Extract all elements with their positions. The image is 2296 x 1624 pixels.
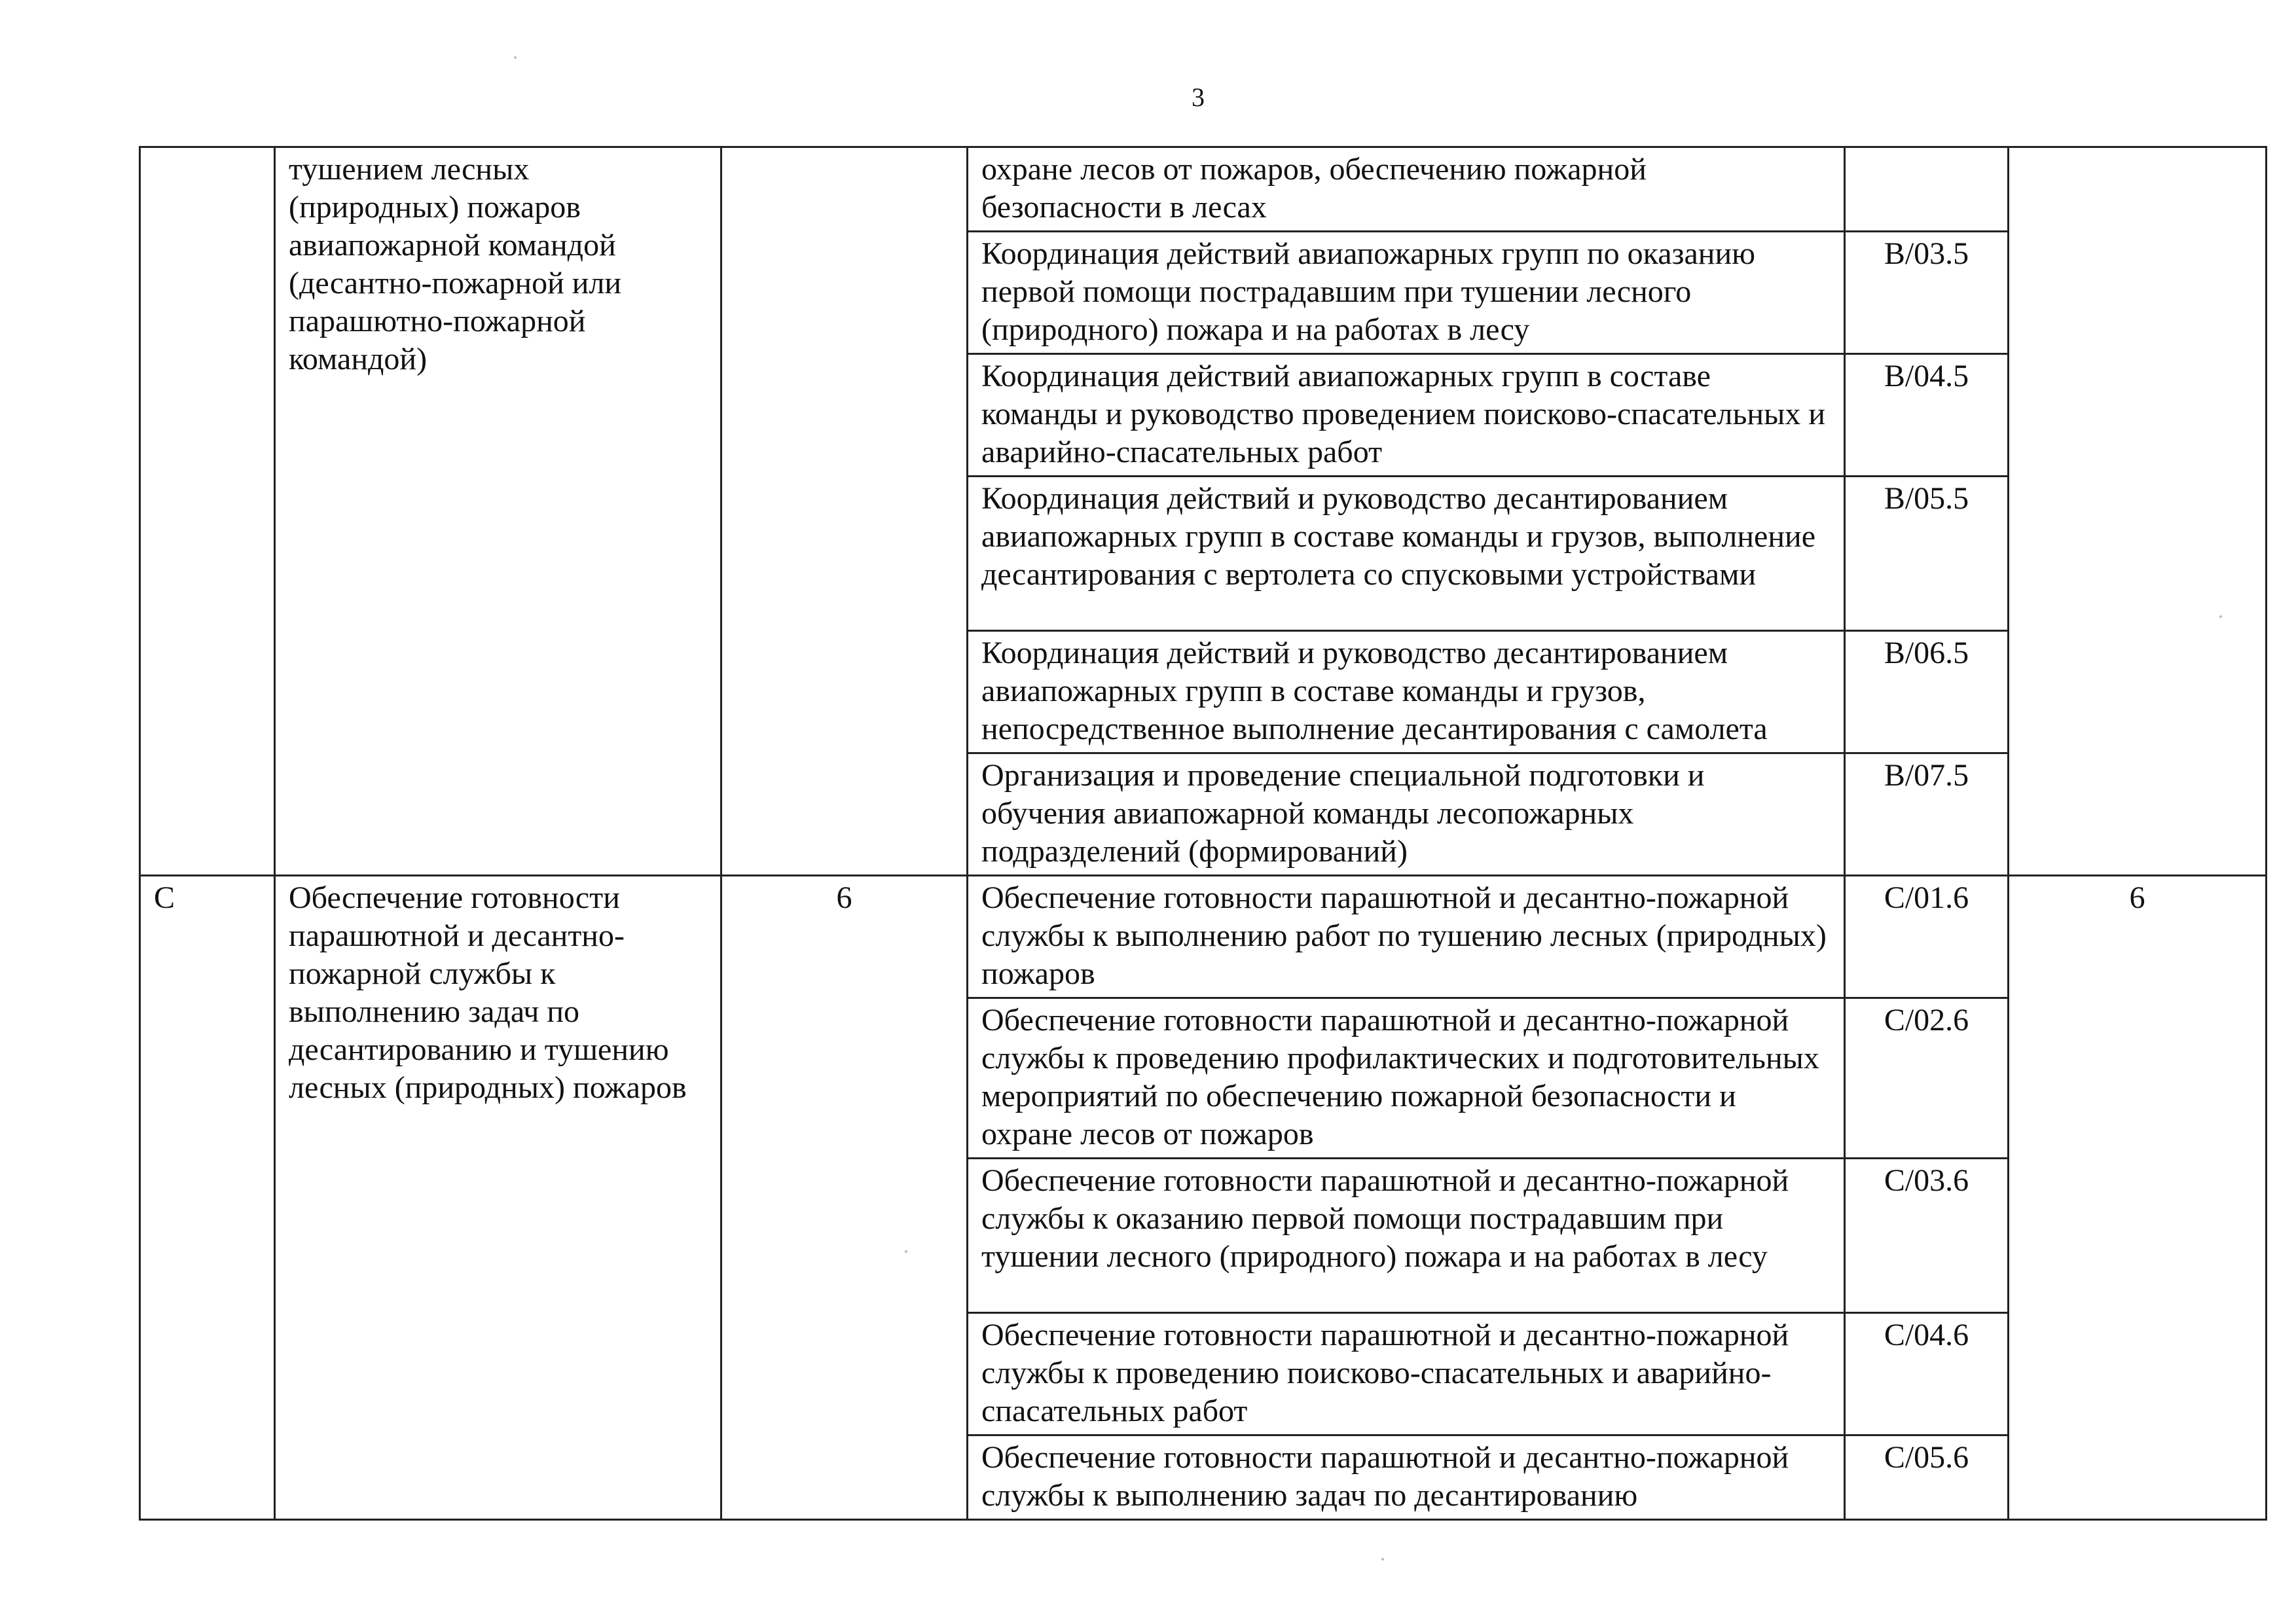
function-name-cell: Обеспечение готовности парашютной и десантно-пожарной службы к выполнению задач по десантированию (968, 1435, 1845, 1520)
function-name-cell: Координация действий авиапожарных групп в составе команды и руководство проведением поисково-спасательных и аварийно-спасательных работ (968, 354, 1845, 477)
function-code-cell: C/04.6 (1845, 1313, 2009, 1435)
function-name-cell: Организация и проведение специальной подготовки и обучения авиапожарной команды лесопожарных подразделений (формирований) (968, 753, 1845, 876)
function-code-cell: B/05.5 (1845, 477, 2009, 631)
function-name-cell: Обеспечение готовности парашютной и десантно-пожарной службы к выполнению работ по тушению лесных (природных) пожаров (968, 876, 1845, 998)
function-code-cell: B/04.5 (1845, 354, 2009, 477)
function-code-cell (1845, 147, 2009, 232)
scan-speck (905, 1250, 907, 1253)
function-code-cell: B/07.5 (1845, 753, 2009, 876)
group-code-cell (140, 147, 275, 876)
function-code-cell: C/01.6 (1845, 876, 2009, 998)
group-level-cell: 6 (721, 876, 968, 1520)
function-name-cell: Координация действий авиапожарных групп по оказанию первой помощи пострадавшим при тушении лесного (природного) пожара и на работах в лесу (968, 232, 1845, 354)
sublevel-cell: 6 (2009, 876, 2267, 1520)
page-number: 3 (1192, 82, 1205, 112)
function-name-cell: Обеспечение готовности парашютной и десантно-пожарной службы к проведению поисково-спасательных и аварийно-спасательных работ (968, 1313, 1845, 1435)
function-name-cell: Обеспечение готовности парашютной и десантно-пожарной службы к проведению профилактических и подготовительных мероприятий по обеспечению пожарной безопасности и охране лесов от пожаров (968, 998, 1845, 1159)
scan-speck (514, 56, 517, 59)
group-name-cell: Обеспечение готовности парашютной и десантно-пожарной службы к выполнению задач по десантированию и тушению лесных (природных) пожаров (275, 876, 721, 1520)
scan-speck (2219, 615, 2222, 618)
table-row (140, 876, 2267, 998)
function-name-cell: Координация действий и руководство десантированием авиапожарных групп в составе команды и грузов, выполнение десантирования с вертолета со спусковыми устройствами (968, 477, 1845, 631)
group-code-cell: C (140, 876, 275, 1520)
function-code-cell: B/06.5 (1845, 631, 2009, 753)
table-row (140, 147, 2267, 232)
functions-table (139, 146, 2267, 1521)
sublevel-cell (2009, 147, 2267, 876)
group-level-cell (721, 147, 968, 876)
group-name-cell: тушением лесных (природных) пожаров авиапожарной командой (десантно-пожарной или парашютно-пожарной командой) (275, 147, 721, 876)
function-code-cell: C/03.6 (1845, 1159, 2009, 1313)
function-code-cell: C/05.6 (1845, 1435, 2009, 1520)
function-name-cell: Координация действий и руководство десантированием авиапожарных групп в составе команды и грузов, непосредственное выполнение десантирования с самолета (968, 631, 1845, 753)
function-code-cell: B/03.5 (1845, 232, 2009, 354)
function-code-cell: C/02.6 (1845, 998, 2009, 1159)
function-name-cell: охране лесов от пожаров, обеспечению пожарной безопасности в лесах (968, 147, 1845, 232)
function-name-cell: Обеспечение готовности парашютной и десантно-пожарной службы к оказанию первой помощи пострадавшим при тушении лесного (природного) пожара и на работах в лесу (968, 1159, 1845, 1313)
scan-speck (1381, 1558, 1384, 1561)
